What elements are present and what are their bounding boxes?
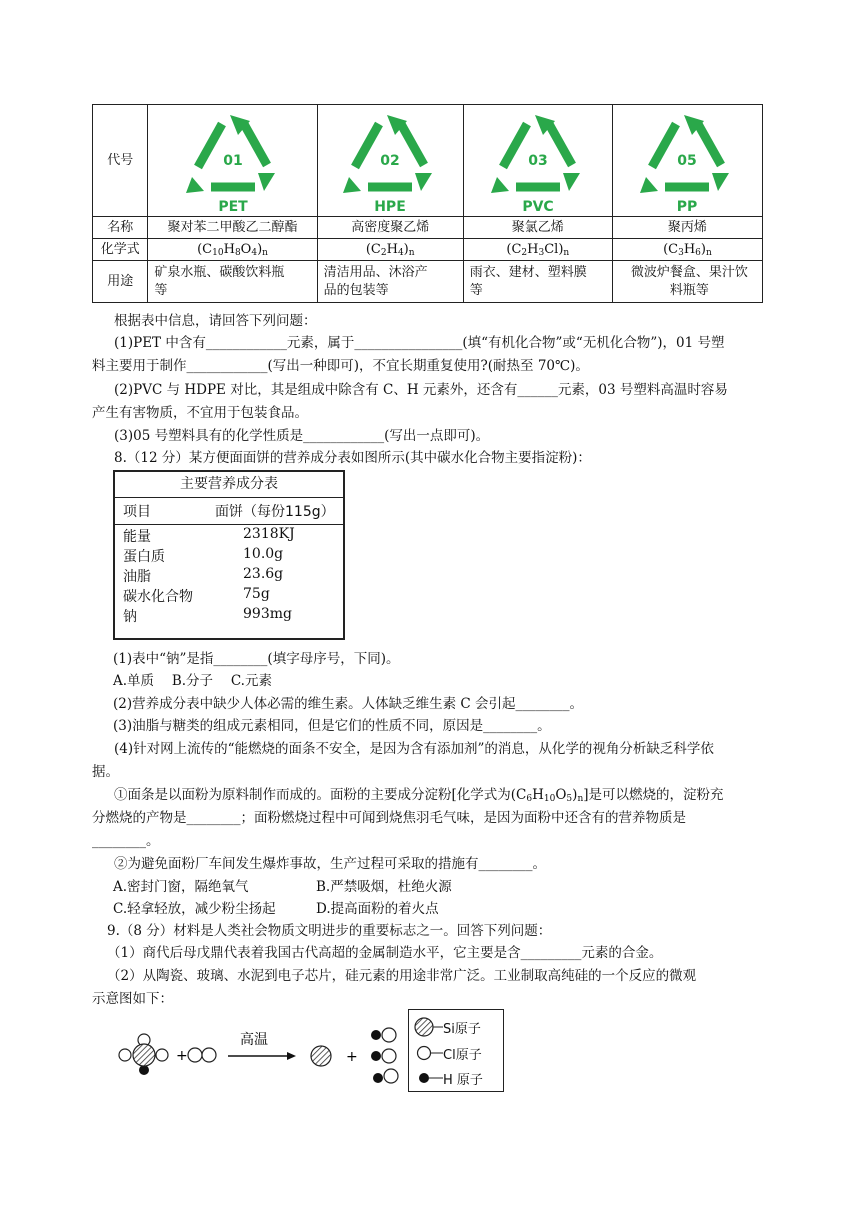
header-use: 用途 — [93, 261, 148, 303]
q8-title: 8.（12 分）某方便面面饼的营养成分表如图所示(其中碳水化合物主要指淀粉)： — [114, 450, 591, 466]
q7-intro: 根据表中信息，请回答下列问题： — [114, 313, 317, 329]
recycle-cell-02 — [317, 105, 463, 217]
q8-option-a: A.密封门窗，隔绝氧气 — [113, 879, 249, 895]
reaction-condition: 高温 — [240, 1032, 268, 1048]
recycle-symbol-icon — [483, 107, 593, 215]
nutrition-row-key: 能量 — [123, 529, 151, 545]
recycle-abbr: PET — [217, 198, 248, 215]
nutrition-row-key: 油脂 — [123, 569, 151, 585]
sihcl3-molecule — [119, 1034, 168, 1075]
q7-p1-line1: (1)PET 中含有____________元素，属于________________(填“有机化合物”或“无机化合物”)，01 号塑 — [114, 335, 725, 351]
q7-p2-line2: 产生有害物质，不宜用于包装食品。 — [92, 405, 308, 421]
q8-c1-line1: ①面条是以面粉为原料制作而成的。面粉的主要成分淀粉[化学式为$(C_6H_{10}O_5)_n$]是可以燃烧的，淀粉充 — [114, 787, 724, 804]
recycle-number: 01 — [222, 152, 243, 169]
formula-cell: $(C_2H_3Cl)_n$ — [463, 239, 612, 261]
q8-c1-line3: ________。 — [92, 833, 160, 849]
nutrition-table — [113, 470, 345, 640]
q7-p2-line1: (2)PVC 与 HDPE 对比，其是组成中除含有 C、H 元素外，还含有______元素，03 号塑料高温时容易 — [114, 382, 728, 398]
header-formula: 化学式 — [93, 239, 148, 261]
name-cell: 聚氯乙烯 — [463, 217, 612, 239]
si-atom — [311, 1046, 331, 1066]
nutrition-row-key: 钠 — [123, 609, 137, 625]
formula-cell: $(C_{10}H_8O_4)_n$ — [148, 239, 317, 261]
formula-cell: $(C_3H_6)_n$ — [612, 239, 762, 261]
hcl-molecules — [371, 1028, 398, 1083]
nutrition-row-value: 23.6g — [243, 566, 284, 582]
q8-c1-line2: 分燃烧的产物是________；面粉燃烧过程中可闻到烧焦羽毛气味，是因为面粉中还含有的营养物质是 — [92, 810, 686, 826]
q9-s2-line1: （2）从陶瓷、玻璃、水泥到电子芯片，硅元素的用途非常广泛。工业制取高纯硅的一个反应的微观 — [107, 968, 697, 984]
recycle-cell-03 — [463, 105, 612, 217]
recycle-cell-05 — [612, 105, 762, 217]
recycle-symbol-icon — [178, 107, 288, 215]
reaction-diagram — [110, 1020, 410, 1095]
plus-sign: + — [346, 1049, 358, 1065]
h2-molecule — [188, 1048, 216, 1062]
use-cell: 微波炉餐盒、果汁饮 料瓶等 — [612, 261, 762, 303]
q8-s1: (1)表中“钠”是指________(填字母序号，下同)。 — [113, 651, 400, 667]
q8-s1-options: A.单质 B.分子 C.元素 — [113, 673, 272, 689]
name-cell: 聚丙烯 — [612, 217, 762, 239]
nutrition-row-value: 10.0g — [243, 546, 284, 562]
q8-s4-line1: (4)针对网上流传的“能燃烧的面条不安全，是因为含有添加剂”的消息，从化学的视角分析缺乏科学依 — [114, 741, 714, 757]
atom-legend — [408, 1009, 504, 1092]
q8-option-d: D.提高面粉的着火点 — [316, 901, 439, 917]
recycle-symbol-icon — [335, 107, 445, 215]
nutrition-row-value: 75g — [243, 586, 270, 602]
q9-title: 9.（8 分）材料是人类社会物质文明进步的重要标志之一。回答下列问题： — [107, 923, 552, 939]
plastic-table — [92, 104, 763, 303]
q8-option-b: B.严禁吸烟，杜绝火源 — [316, 879, 452, 895]
use-cell: 雨衣、建材、塑料膜 等 — [463, 261, 612, 303]
recycle-number: 05 — [677, 152, 698, 169]
q8-s3: (3)油脂与糖类的组成元素相同，但是它们的性质不同，原因是________。 — [113, 718, 551, 734]
header-name: 名称 — [93, 217, 148, 239]
nutrition-row-value: 2318KJ — [243, 526, 295, 542]
nutrition-row-key: 蛋白质 — [123, 549, 165, 565]
use-cell: 清洁用品、沐浴产 品的包装等 — [317, 261, 463, 303]
q8-s2: (2)营养成分表中缺少人体必需的维生素。人体缺乏维生素 C 会引起________。 — [113, 696, 584, 712]
formula-cell: $(C_2H_4)_n$ — [317, 239, 463, 261]
nutrition-col-item: 项目 — [123, 504, 151, 520]
nutrition-row-value: 993mg — [243, 606, 292, 622]
recycle-abbr: HPE — [374, 198, 406, 215]
q8-option-c: C.轻拿轻放，减少粉尘扬起 — [113, 901, 276, 917]
use-cell: 矿泉水瓶、碳酸饮料瓶 等 — [148, 261, 317, 303]
recycle-abbr: PP — [677, 198, 698, 215]
recycle-number: 02 — [380, 152, 400, 169]
q7-p1-line2: 料主要用于制作____________(写出一种即可)，不宜长期重复使用?(耐热至 70℃)。 — [92, 358, 589, 374]
recycle-abbr: PVC — [522, 198, 554, 215]
arrow-head-icon — [287, 1052, 296, 1060]
legend-h-label: H 原子 — [443, 1073, 483, 1088]
q8-c2: ②为避免面粉厂车间发生爆炸事故，生产过程可采取的措施有________。 — [114, 856, 546, 872]
legend-si-label: Si原子 — [443, 1022, 481, 1037]
legend-cl-label: Cl原子 — [443, 1048, 482, 1063]
plus-sign: + — [176, 1048, 188, 1064]
nutrition-row-key: 碳水化合物 — [123, 589, 193, 605]
q9-s1: （1）商代后母戊鼎代表着我国古代高超的金属制造水平，它主要是含_________元素的合金。 — [107, 945, 663, 961]
recycle-symbol-icon — [632, 107, 742, 215]
nutrition-col-value: 面饼（每份115g） — [215, 504, 335, 520]
header-code: 代号 — [93, 105, 148, 217]
q8-s4-line2: 据。 — [92, 764, 119, 780]
recycle-number: 03 — [528, 152, 548, 169]
name-cell: 聚对苯二甲酸乙二醇酯 — [148, 217, 317, 239]
nutrition-title: 主要营养成分表 — [115, 472, 343, 498]
recycle-cell-01 — [148, 105, 317, 217]
q9-s2-line2: 示意图如下： — [92, 991, 173, 1007]
name-cell: 高密度聚乙烯 — [317, 217, 463, 239]
q7-p3: (3)05 号塑料具有的化学性质是____________(写出一点即可)。 — [114, 428, 490, 444]
legend-symbols — [413, 1016, 443, 1088]
nutrition-header — [115, 498, 343, 525]
